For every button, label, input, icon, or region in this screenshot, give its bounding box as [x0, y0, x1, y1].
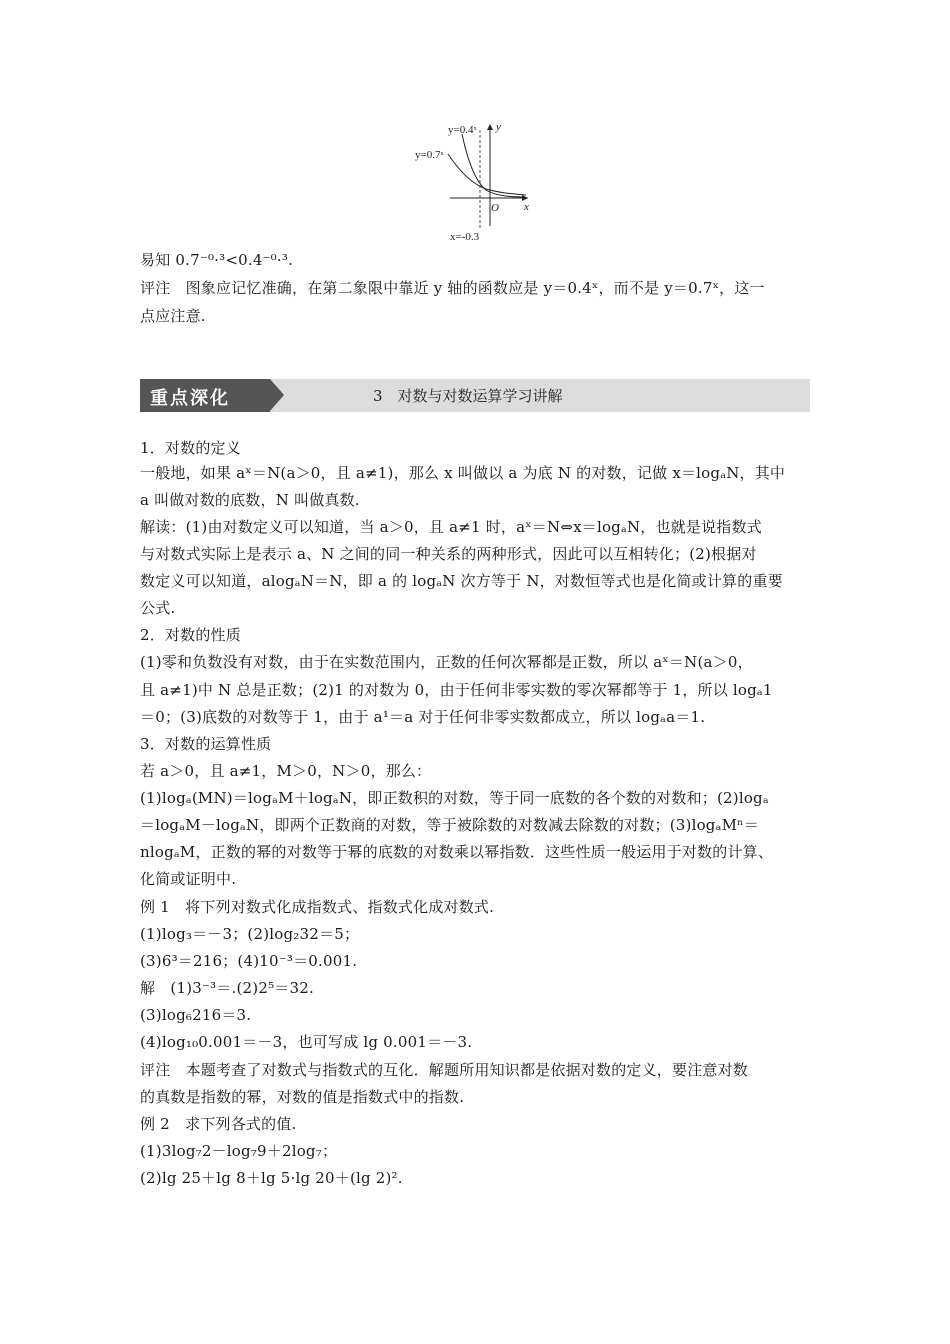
section-banner: [140, 379, 810, 412]
example-2-heading: 例 2 求下列各式的值.: [140, 1115, 297, 1133]
text-line: (4)log₁₀0.001＝－3，也可写成 lg 0.001＝－3.: [140, 1033, 473, 1051]
text-line: 解读：(1)由对数定义可以知道，当 a＞0，且 a≠1 时，aˣ＝N⇔x＝logₐN，也就是说指数式: [140, 518, 762, 536]
text-line: 与对数式实际上是表示 a、N 之间的同一种关系的两种形式，因此可以互相转化；(2)根据对: [140, 545, 757, 563]
text-line: (1)logₐ(MN)＝logₐM＋logₐN，即正数积的对数，等于同一底数的各个数的对数和；(2)logₐ: [140, 789, 769, 807]
text-line: 一般地，如果 aˣ＝N(a＞0，且 a≠1)，那么 x 叫做以 a 为底 N 的对数，记做 x＝logₐN，其中: [140, 464, 786, 482]
text-line: 评注 图象应记忆准确，在第二象限中靠近 y 轴的函数应是 y＝0.4ˣ，而不是 y＝0.7ˣ，这一: [140, 279, 765, 297]
curve-y-0-4-x: [462, 134, 522, 197]
text-line: 化简或证明中.: [140, 870, 237, 888]
text-line: a 叫做对数的底数，N 叫做真数.: [140, 491, 360, 509]
text-line: 若 a＞0，且 a≠1，M＞0，N＞0，那么：: [140, 762, 432, 780]
exponential-graph: [410, 118, 540, 248]
text-line: nlogₐM，正数的幂的对数等于幂的底数的对数乘以幂指数．这些性质一般运用于对数的计算、: [140, 843, 774, 861]
label-origin: O: [491, 202, 499, 214]
text-line: (3)log₆216＝3.: [140, 1006, 252, 1024]
text-line: 评注 本题考查了对数式与指数式的互化．解题所用知识都是依据对数的定义，要注意对数: [140, 1061, 749, 1079]
label-y-0-4-x: y=0.4ˣ: [448, 124, 477, 136]
label-x-axis: x: [524, 201, 529, 213]
text-line: ＝0；(3)底数的对数等于 1，由于 a¹＝a 对于任何非零实数都成立，所以 logₐa＝1.: [140, 708, 706, 726]
text-line: (3)6³＝216；(4)10⁻³＝0.001.: [140, 952, 358, 970]
text-line: 的真数是指数的幂，对数的值是指数式中的指数.: [140, 1088, 465, 1106]
section-title: 3 对数与对数运算学习讲解: [373, 387, 563, 405]
text-line: (1)3log₇2－log₇9＋2log₇；: [140, 1142, 338, 1160]
label-y-0-7-x: y=0.7ˣ: [415, 149, 444, 161]
text-line: 公式.: [140, 599, 176, 617]
curve-y-0-7-x: [448, 154, 526, 195]
example-1-heading: 例 1 将下列对数式化成指数式、指数式化成对数式.: [140, 898, 495, 916]
exponential-graph-figure: [410, 118, 540, 248]
text-line: (1)零和负数没有对数，由于在实数范围内，正数的任何次幂都是正数，所以 aˣ＝N(a＞0，: [140, 653, 753, 671]
text-line: 且 a≠1)中 N 总是正数；(2)1 的对数为 0，由于任何非零实数的零次幂都等于 1，所以 logₐ1: [140, 681, 773, 699]
text-line: ＝logₐM－logₐN，即两个正数商的对数，等于被除数的对数减去除数的对数；(3)logₐMⁿ＝: [140, 816, 760, 834]
text-line: (2)lg 25＋lg 8＋lg 5·lg 20＋(lg 2)².: [140, 1169, 403, 1187]
label-x-neg03: x=-0.3: [450, 231, 480, 243]
heading-properties: 2．对数的性质: [140, 626, 241, 644]
heading-operation-properties: 3．对数的运算性质: [140, 735, 272, 753]
text-line: 数定义可以知道，alogₐN＝N，即 a 的 logₐN 次方等于 N，对数恒等式也是化简或计算的重要: [140, 572, 783, 590]
label-y-axis: y: [496, 121, 501, 133]
text-line: (1)log₃＝－3；(2)log₂32＝5；: [140, 925, 360, 943]
banner-tag-arrow: [270, 379, 284, 411]
banner-tag-label: 重点深化: [150, 388, 230, 409]
y-axis-arrow: [487, 124, 493, 130]
text-line: 易知 0.7⁻⁰·³<0.4⁻⁰·³.: [140, 251, 294, 269]
heading-definition: 1．对数的定义: [140, 439, 241, 457]
text-line: 点应注意.: [140, 307, 206, 325]
text-line: 解 (1)3⁻³＝.(2)2⁵＝32.: [140, 979, 314, 997]
